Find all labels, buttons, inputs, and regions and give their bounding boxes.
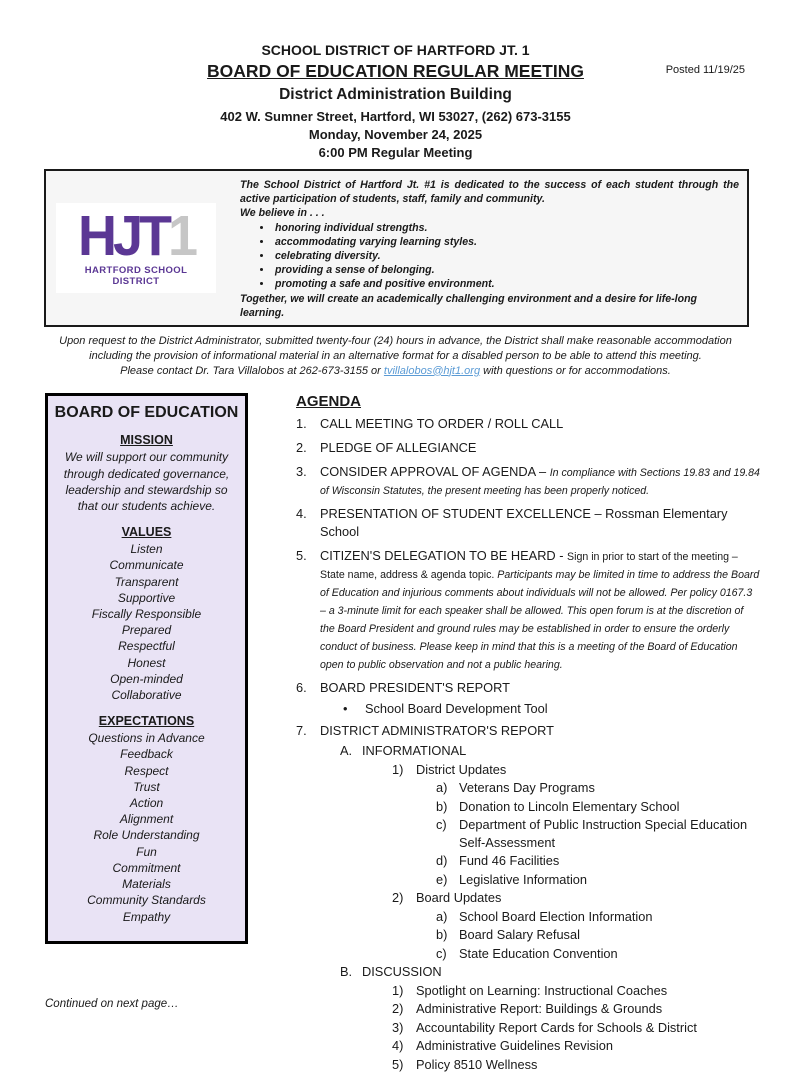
value-item: Transparent — [114, 574, 179, 589]
sub-item-label: 1) — [392, 761, 404, 777]
sub-item-label: e) — [436, 871, 448, 887]
agenda-sub-item — [296, 1000, 760, 1018]
expectation-item: Fun — [136, 844, 157, 859]
mission-believe: We believe in . . . — [240, 207, 325, 220]
agenda-item-note: In compliance with Sections 19.83 and 19.84 of Wisconsin Statutes, the present meeting has been properly noticed. — [320, 467, 760, 498]
agenda-item-number: 2. — [296, 440, 307, 456]
agenda-sub-item — [296, 1037, 760, 1055]
sub-item-label: b) — [436, 927, 448, 943]
expectation-item: Alignment — [119, 812, 174, 827]
expectation-item: Role Understanding — [93, 828, 200, 843]
agenda-item-number: 6. — [296, 680, 307, 696]
agenda-item-3 — [296, 463, 760, 499]
agenda-item-1 — [296, 415, 760, 433]
agenda-sub-item — [296, 742, 760, 760]
agenda-sub-item — [296, 963, 760, 981]
sub-item-text: INFORMATIONAL — [362, 743, 467, 759]
hjt1-logo-letters — [60, 204, 212, 268]
agenda-sub-item — [296, 798, 760, 816]
continued-note: Continued on next page… — [45, 998, 179, 1010]
expectation-item: Respect — [124, 763, 169, 778]
content-columns — [45, 393, 791, 1074]
value-item: Respectful — [118, 639, 175, 654]
mission-heading: MISSION — [120, 433, 173, 448]
sub-item-label: 2) — [392, 890, 404, 906]
expectation-item: Trust — [133, 779, 160, 794]
sub-item-text: Veterans Day Programs — [459, 780, 595, 796]
agenda-item-main-text: CONSIDER APPROVAL OF AGENDA – — [320, 464, 550, 480]
agenda-sub-item — [296, 779, 760, 797]
accommodation-notice — [36, 334, 755, 378]
sub-item-label: d) — [436, 853, 448, 869]
agenda-subitem-text: School Board Development Tool — [365, 701, 548, 717]
bullet-icon — [343, 700, 365, 718]
values-heading: VALUES — [121, 525, 172, 540]
agenda-item-text: CALL MEETING TO ORDER / ROLL CALL — [320, 416, 564, 432]
expectation-item: Feedback — [120, 747, 173, 762]
expectations-heading: EXPECTATIONS — [98, 714, 195, 729]
sub-item-label: 3) — [392, 1019, 404, 1035]
sub-item-text: State Education Convention — [459, 945, 618, 961]
agenda-item-number: 7. — [296, 723, 307, 739]
contact-text: Please contact Dr. Tara Villalobos at 262-673-3155 or — [120, 364, 384, 377]
sub-item-label: a) — [436, 780, 448, 796]
agenda-item-4 — [296, 505, 760, 541]
sub-item-label: A. — [340, 743, 353, 759]
mission-bullet: • celebrating diversity. — [273, 249, 739, 263]
agenda-sub-item — [296, 1056, 760, 1074]
mission-bullet-list — [273, 221, 739, 292]
agenda-item-7 — [296, 722, 760, 740]
agenda-item-text — [320, 463, 760, 499]
hjt1-logo — [56, 203, 216, 293]
board-box-title: BOARD OF EDUCATION — [54, 404, 239, 422]
sub-item-text: Administrative Guidelines Revision — [416, 1038, 614, 1054]
sub-item-text: School Board Election Information — [459, 908, 653, 924]
agenda-item-text: PLEDGE OF ALLEGIANCE — [320, 440, 477, 456]
agenda-sub-item — [296, 889, 760, 907]
board-of-education-box — [45, 393, 248, 943]
agenda-item-note-italic: Participants may be limited in time to address the Board of Education and injurious comments about individuals will not be allowed. Per policy 0167.3 – a 3-minute limit for each speaker shall be allowed. This open forum is at the discretion of the Board President and ground rules may be established in order to ensure the orderly conduct of business. Please keep in mind that this is a meeting of the Board of Education open to public observation and not a public hearing. — [320, 569, 760, 672]
district-mission-text — [240, 176, 739, 320]
agenda-sub-item — [296, 908, 760, 926]
meeting-time: 6:00 PM Regular Meeting — [318, 145, 473, 160]
value-item: Prepared — [121, 623, 172, 638]
sub-item-label: a) — [436, 908, 448, 924]
expectation-item: Empathy — [122, 909, 171, 924]
agenda-sub-item — [296, 982, 760, 1000]
meeting-date: Monday, November 24, 2025 — [308, 127, 483, 142]
sub-item-label: 4) — [392, 1038, 404, 1054]
agenda-sub-item — [296, 816, 760, 851]
agenda-sub-item — [296, 926, 760, 944]
district-name: SCHOOL DISTRICT OF HARTFORD JT. 1 — [261, 42, 530, 58]
sub-item-label: 2) — [392, 1001, 404, 1017]
meeting-title: BOARD OF EDUCATION REGULAR MEETING — [207, 61, 584, 81]
agenda-sub-item — [296, 945, 760, 963]
mission-closing: Together, we will create an academically challenging environment and a desire for life-long learning. — [240, 292, 698, 319]
sub-item-label: 1) — [392, 982, 404, 998]
agenda-item-text: BOARD PRESIDENT'S REPORT — [320, 680, 510, 696]
value-item: Honest — [127, 655, 166, 670]
agenda-item-number: 4. — [296, 506, 307, 522]
sub-item-label: 5) — [392, 1056, 404, 1072]
value-item: Communicate — [109, 558, 184, 573]
expectation-item: Commitment — [112, 860, 181, 875]
agenda-item-5 — [296, 547, 760, 673]
logo-one-text: 1 — [167, 204, 195, 268]
sub-item-text: Board Salary Refusal — [459, 927, 580, 943]
agenda-item-text: DISTRICT ADMINISTRATOR'S REPORT — [320, 723, 554, 739]
logo-hjt-text: HJT — [77, 204, 168, 268]
email-link[interactable]: tvillalobos@hjt1.org — [383, 364, 481, 377]
agenda-item-number: 5. — [296, 548, 307, 564]
mission-bullet: • accommodating varying learning styles. — [273, 235, 739, 249]
sub-item-label: b) — [436, 798, 448, 814]
expectation-item: Action — [129, 796, 164, 811]
sub-item-text: Department of Public Instruction Special Education Self-Assessment — [459, 817, 748, 850]
mission-bullet: • promoting a safe and positive environment. — [273, 277, 739, 291]
agenda-item-number: 1. — [296, 416, 307, 432]
agenda-subitem-bullet — [343, 700, 760, 718]
agenda-sub-item — [296, 761, 760, 779]
district-mission-box — [44, 169, 749, 327]
agenda-item-2 — [296, 439, 760, 457]
document-header — [0, 42, 791, 160]
sub-item-text: Spotlight on Learning: Instructional Coaches — [416, 982, 668, 998]
sub-item-label: c) — [436, 817, 447, 833]
value-item: Open-minded — [110, 671, 183, 686]
value-item: Supportive — [117, 590, 176, 605]
agenda-sub-item — [296, 871, 760, 889]
expectation-item: Materials — [122, 877, 171, 892]
sub-item-label: B. — [340, 964, 353, 980]
sub-item-text: Accountability Report Cards for Schools & District — [416, 1019, 697, 1035]
sub-item-text: District Updates — [416, 761, 507, 777]
sub-item-text: Administrative Report: Buildings & Grounds — [416, 1001, 663, 1017]
agenda-item-6 — [296, 679, 760, 697]
value-item: Listen — [130, 542, 163, 557]
sub-item-text: Donation to Lincoln Elementary School — [459, 798, 680, 814]
contact-text-suffix: with questions or for accommodations. — [480, 364, 671, 377]
expectation-item: Community Standards — [87, 893, 206, 908]
agenda-item-main-text: CITIZEN'S DELEGATION TO BE HEARD - — [320, 548, 568, 564]
agenda-item-note: Sign in prior to start of the meeting – State name, address & agenda topic. — [320, 551, 738, 582]
meeting-address: 402 W. Sumner Street, Hartford, WI 53027, (262) 673-3155 — [220, 109, 571, 124]
mission-bullet: • providing a sense of belonging. — [273, 263, 739, 277]
sub-item-text: DISCUSSION — [362, 964, 442, 980]
sub-item-label: c) — [436, 945, 447, 961]
accommodation-text: Upon request to the District Administrator, submitted twenty-four (24) hours in advance, the District shall make reasonable accommodation including the provision of informational material in an alternative format for a disabled person to be able to attend this meeting. — [59, 335, 732, 362]
value-item: Collaborative — [111, 688, 182, 703]
posted-date: Posted 11/19/25 — [665, 64, 745, 76]
mission-bullet: • honoring individual strengths. — [273, 221, 739, 235]
value-item: Fiscally Responsible — [91, 607, 202, 622]
expectation-item: Questions in Advance — [88, 731, 205, 746]
agenda-item-text — [320, 547, 760, 673]
agenda-item-text: PRESENTATION OF STUDENT EXCELLENCE – Rossman Elementary School — [320, 506, 728, 540]
logo-subtitle: HARTFORD SCHOOL DISTRICT — [84, 265, 188, 288]
sub-item-text: Board Updates — [416, 890, 502, 906]
agenda-heading: AGENDA — [296, 393, 362, 411]
meeting-location: District Administration Building — [279, 86, 512, 103]
sub-item-text: Policy 8510 Wellness — [416, 1056, 538, 1072]
agenda-item-number: 3. — [296, 464, 307, 480]
agenda-section — [296, 393, 760, 1074]
board-mission-text: We will support our community through dedicated governance, leadership and stewardship so that our students achieve. — [63, 450, 230, 514]
agenda-sub-item — [296, 1019, 760, 1037]
agenda-sub-item — [296, 852, 760, 870]
sub-item-text: Legislative Information — [459, 871, 588, 887]
sub-item-text: Fund 46 Facilities — [459, 853, 560, 869]
mission-intro: The School District of Hartford Jt. #1 is dedicated to the success of each student through the active participation of students, staff, family and community. — [240, 179, 739, 206]
